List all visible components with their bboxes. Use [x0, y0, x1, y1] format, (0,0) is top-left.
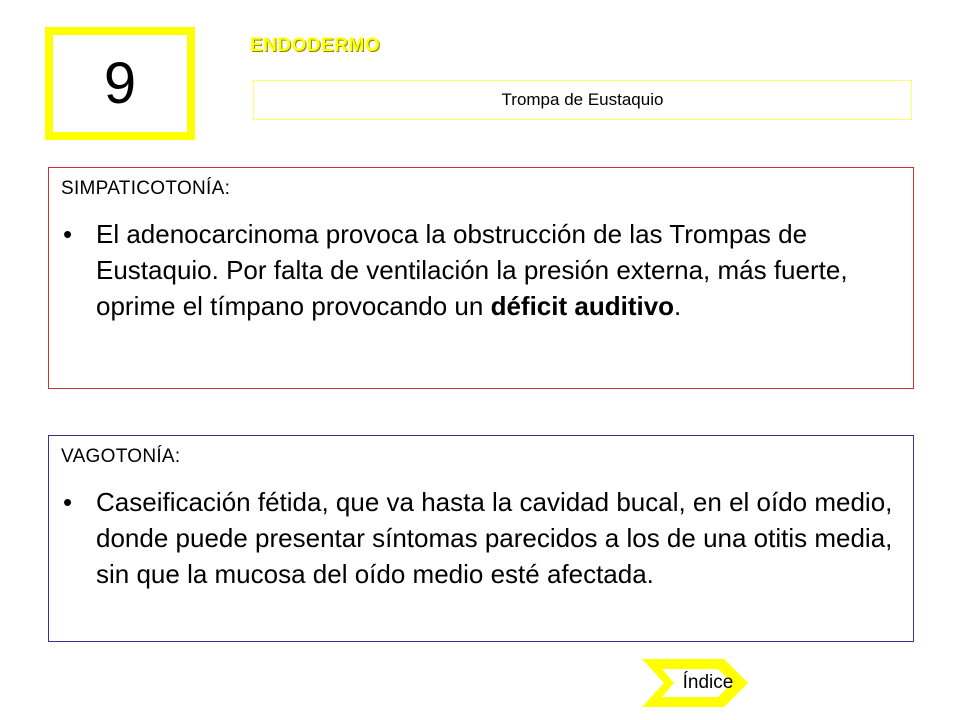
- sympathicotonia-text-main: El adenocarcinoma provoca la obstrucción de las Trompas de Eustaquio. Por falta de ventilación la presión externa, más fuerte, oprime el tímpano provocando un: [96, 219, 848, 321]
- vagotonia-text: Caseificación fétida, que va hasta la cavidad bucal, en el oído medio, donde puede presentar síntomas parecidos a los de una otitis media, sin que la mucosa del oído medio esté afectada.: [96, 487, 893, 589]
- sympathicotonia-bullet: [61, 216, 899, 324]
- bullet-icon: •: [63, 219, 73, 249]
- organ-title-box: [253, 80, 912, 120]
- sympathicotonia-text-end: .: [674, 291, 682, 321]
- sympathicotonia-heading: SIMPATICOTONÍA:: [61, 178, 231, 199]
- slide-number-box: [45, 27, 195, 140]
- bullet-icon: •: [63, 487, 73, 517]
- germ-layer-title: ENDODERMO: [250, 35, 381, 56]
- sympathicotonia-panel: [48, 167, 914, 389]
- slide-number: 9: [103, 51, 137, 116]
- sympathicotonia-text-emphasis: déficit auditivo: [490, 291, 675, 321]
- vagotonia-heading: VAGOTONÍA:: [61, 446, 181, 467]
- index-button[interactable]: [640, 657, 750, 709]
- organ-title: Trompa de Eustaquio: [501, 90, 664, 109]
- vagotonia-panel: [48, 435, 914, 642]
- index-button-label: Índice: [682, 672, 734, 693]
- vagotonia-bullet: [61, 484, 899, 592]
- sympathicotonia-text: [96, 216, 899, 324]
